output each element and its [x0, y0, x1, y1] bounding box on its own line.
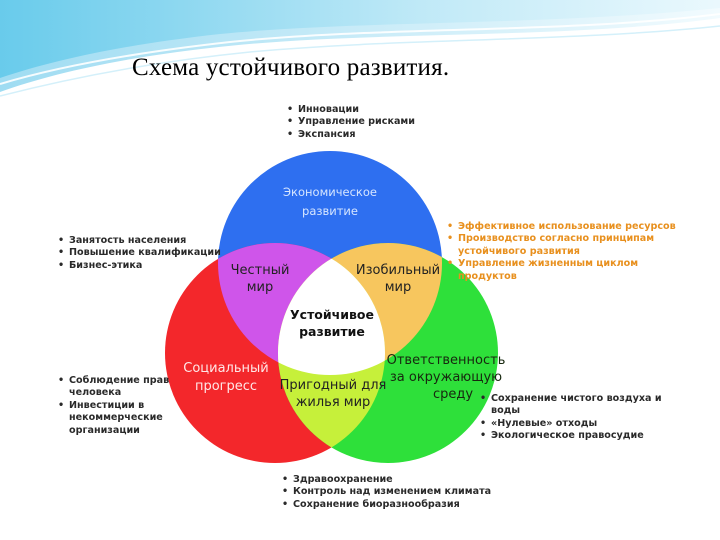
list-item: • Сохранение биоразнообразия — [281, 499, 491, 511]
environmental-topics-list — [479, 393, 662, 443]
list-item: продуктов — [458, 270, 517, 282]
fair-world-label: Честный мир — [230, 263, 290, 295]
list-item: • Экспансия — [286, 129, 415, 141]
livable-world-label: Пригодный для жилья мир — [279, 378, 387, 410]
list-item: • Инвестиции в — [57, 400, 169, 412]
list-item: • Бизнес-этика — [57, 260, 221, 272]
list-item: • Контроль над изменением климата — [281, 486, 491, 498]
prosperous-world-label: Изобильный мир — [355, 263, 441, 295]
list-item: • Сохранение чистого воздуха и — [479, 393, 662, 405]
list-item: воды — [491, 405, 521, 417]
economic-topics-list — [286, 104, 415, 141]
list-item: • «Нулевые» отходы — [479, 418, 662, 430]
list-item: • Производство согласно принципам — [446, 233, 676, 245]
fair-world-topics-list — [57, 235, 221, 272]
list-item: человека — [69, 387, 122, 399]
list-item: • Эффективное использование ресурсов — [446, 221, 676, 233]
list-item: • Здравоохранение — [281, 474, 491, 486]
list-item: • Инновации — [286, 104, 415, 116]
social-progress-label: Социальный прогресс — [183, 361, 269, 394]
sustainable-development-label: Устойчивое развитие — [290, 307, 374, 339]
list-item: организации — [69, 424, 140, 436]
list-item: • Управление жизненным циклом — [446, 258, 676, 270]
social-topics-list — [57, 375, 169, 437]
livable-world-topics-list — [281, 474, 491, 511]
list-item: • Управление рисками — [286, 116, 415, 128]
list-item: устойчивого развития — [458, 245, 580, 257]
economic-development-label: Экономическое развитие — [283, 185, 377, 218]
list-item: • Повышение квалификации — [57, 247, 221, 259]
list-item: • Экологическое правосудие — [479, 430, 662, 442]
list-item: некоммерческие — [69, 412, 163, 424]
environmental-responsibility-label: Ответственность за окружающую среду — [386, 353, 506, 402]
prosperous-world-topics-list — [446, 221, 676, 283]
slide-title: Схема устойчивого развития. — [132, 54, 450, 81]
list-item: • Соблюдение прав — [57, 375, 169, 387]
list-item: • Занятость населения — [57, 235, 221, 247]
